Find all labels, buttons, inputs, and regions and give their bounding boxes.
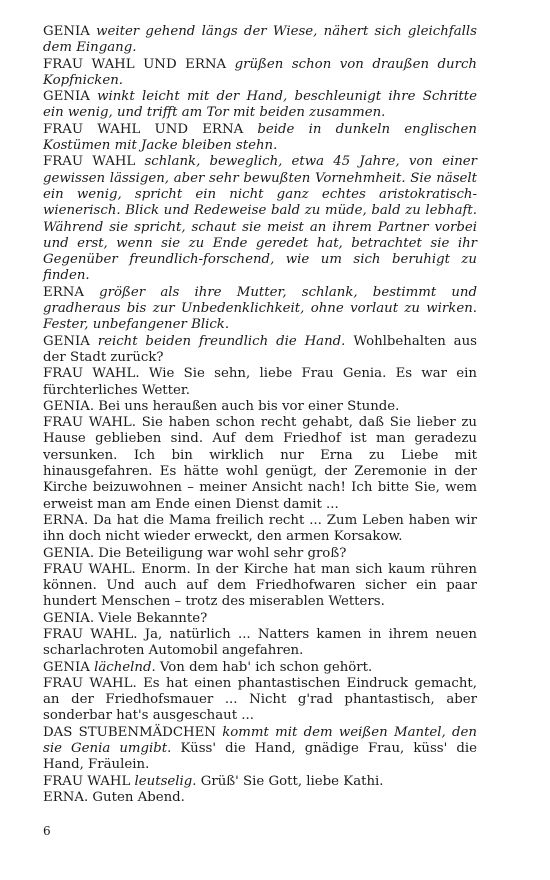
dialogue-paragraph [43, 334, 477, 367]
dialogue-paragraph [43, 513, 477, 546]
spoken-text: Küss' die Hand, gnädige Frau, küss' die Hand, Fräulein. [43, 741, 477, 773]
dialogue-paragraph [43, 399, 477, 415]
speaker-name: GENIA [43, 333, 90, 349]
spoken-text: Die Beteiligung war wohl sehr groß? [98, 545, 347, 561]
speaker-name: GENIA. [43, 545, 95, 561]
spoken-text: Da hat die Mama freilich recht ... Zum Leben haben wir ihn doch nicht wieder erweckt, den armen Korsakow. [43, 512, 478, 545]
spoken-text: Wie Sie sehn, liebe Frau Genia. Es war ein fürchterliches Wetter. [43, 366, 477, 398]
stage-direction: grüßen schon von draußen durch Kopfnicken. [43, 56, 477, 88]
speaker-name: FRAU WAHL [43, 154, 136, 170]
stage-direction: kommt mit dem weißen Mantel, den sie Genia umgibt. [43, 724, 477, 757]
spoken-text: Grüß' Sie Gott, liebe Kathi. [200, 773, 384, 789]
dialogue-paragraph [43, 774, 477, 790]
dialogue-paragraph [43, 725, 477, 774]
stage-direction: leutselig. [134, 773, 197, 789]
speaker-name: ERNA. [43, 789, 89, 805]
dialogue-paragraph [43, 122, 477, 155]
dialogue-paragraph [43, 285, 477, 334]
dialogue-paragraph [43, 57, 477, 90]
spoken-text: Viele Bekannte? [98, 610, 208, 626]
dialogue-paragraph [43, 366, 477, 399]
speaker-name: DAS STUBENMÄDCHEN [43, 724, 216, 740]
speaker-name: FRAU WAHL. [43, 415, 136, 431]
speaker-name: ERNA. [43, 512, 89, 528]
dialogue-paragraph [43, 154, 477, 284]
speaker-name: FRAU WAHL. [43, 366, 140, 382]
stage-direction: reicht beiden freundlich die Hand. [97, 333, 346, 349]
stage-direction: beide in dunkeln englischen Kostümen mit Jacke bleiben stehn. [43, 121, 477, 154]
dialogue-paragraph [43, 660, 477, 676]
speaker-name: FRAU WAHL UND ERNA [43, 121, 244, 137]
stage-direction: lächelnd. [94, 659, 156, 675]
dialogue-paragraph [43, 676, 477, 725]
dialogue-paragraph [43, 627, 477, 660]
speaker-name: GENIA. [43, 610, 95, 626]
speaker-name: GENIA [43, 24, 90, 39]
spoken-text: Guten Abend. [92, 789, 185, 805]
dialogue-paragraph [43, 562, 477, 611]
stage-direction: schlank, beweglich, etwa 45 Jahre, von einer gewissen lässigen, aber sehr bewußten Vornehmheit. Sie näselt ein wenig, spricht ein nicht ganz echtes aristokratisch-wienerisch. Blick und Redeweise bald zu müde, bald zu lebhaft. Während sie spricht, schaut sie meist an ihrem Partner vorbei und erst, wenn sie zu Ende geredet hat, betrachtet sie ihr Gegenüber freundlich-forschend, wie um sich beruhigt zu finden. [43, 154, 477, 284]
speaker-name: GENIA [43, 659, 90, 675]
speaker-name: FRAU WAHL [43, 773, 131, 789]
spoken-text: Sie haben schon recht gehabt, daß Sie lieber zu Hause geblieben sind. Auf dem Friedhof ist man geradezu versunken. Ich bin wirklich nur Erna zu Liebe mit hinausgefahren. Es hätte wohl genügt, der Zeremonie in der Kirche beizuwohnen – meiner Ansicht nach! Ich bitte Sie, wem erweist man am Ende einen Dienst damit ... [43, 415, 477, 512]
stage-direction: weiter gehend längs der Wiese, nähert sich gleichfalls dem Eingang. [43, 24, 477, 56]
page-number: 6 [43, 824, 51, 838]
spoken-text: Von dem hab' ich schon gehört. [159, 659, 373, 675]
spoken-text: Bei uns heraußen auch bis vor einer Stunde. [98, 398, 400, 414]
speaker-name: FRAU WAHL. [43, 675, 137, 691]
dialogue-paragraph [43, 24, 477, 57]
speaker-name: FRAU WAHL UND ERNA [43, 56, 227, 72]
spoken-text: Wohlbehalten aus der Stadt zurück? [43, 333, 477, 365]
dialogue-paragraph [43, 611, 477, 627]
page-body [43, 24, 477, 806]
dialogue-paragraph [43, 89, 477, 122]
stage-direction: größer als ihre Mutter, schlank, bestimmt und gradheraus bis zur Unbedenklichkeit, ohne vorlaut zu wirken. Fester, unbefangener Blick. [43, 284, 477, 333]
speaker-name: FRAU WAHL. [43, 626, 138, 642]
speaker-name: FRAU WAHL. [43, 561, 136, 577]
speaker-name: GENIA [43, 89, 90, 105]
speaker-name: ERNA [43, 284, 84, 300]
dialogue-paragraph [43, 546, 477, 562]
dialogue-paragraph [43, 790, 477, 806]
spoken-text: Enorm. In der Kirche hat man sich kaum rühren können. Und auch auf dem Friedhofwaren sicher ein paar hundert Menschen – trotz des miserablen Wetters. [43, 561, 477, 610]
stage-direction: winkt leicht mit der Hand, beschleunigt ihre Schritte ein wenig, und trifft am Tor mit beiden zusammen. [43, 89, 477, 121]
speaker-name: GENIA. [43, 398, 95, 414]
spoken-text: Ja, natürlich ... Natters kamen in ihrem neuen scharlachroten Automobil angefahren. [43, 626, 477, 659]
dialogue-paragraph [43, 415, 477, 513]
spoken-text: Es hat einen phantastischen Eindruck gemacht, an der Friedhofsmauer ... Nicht g'rad phantastisch, aber sonderbar hat's ausgeschaut ... [43, 675, 477, 724]
